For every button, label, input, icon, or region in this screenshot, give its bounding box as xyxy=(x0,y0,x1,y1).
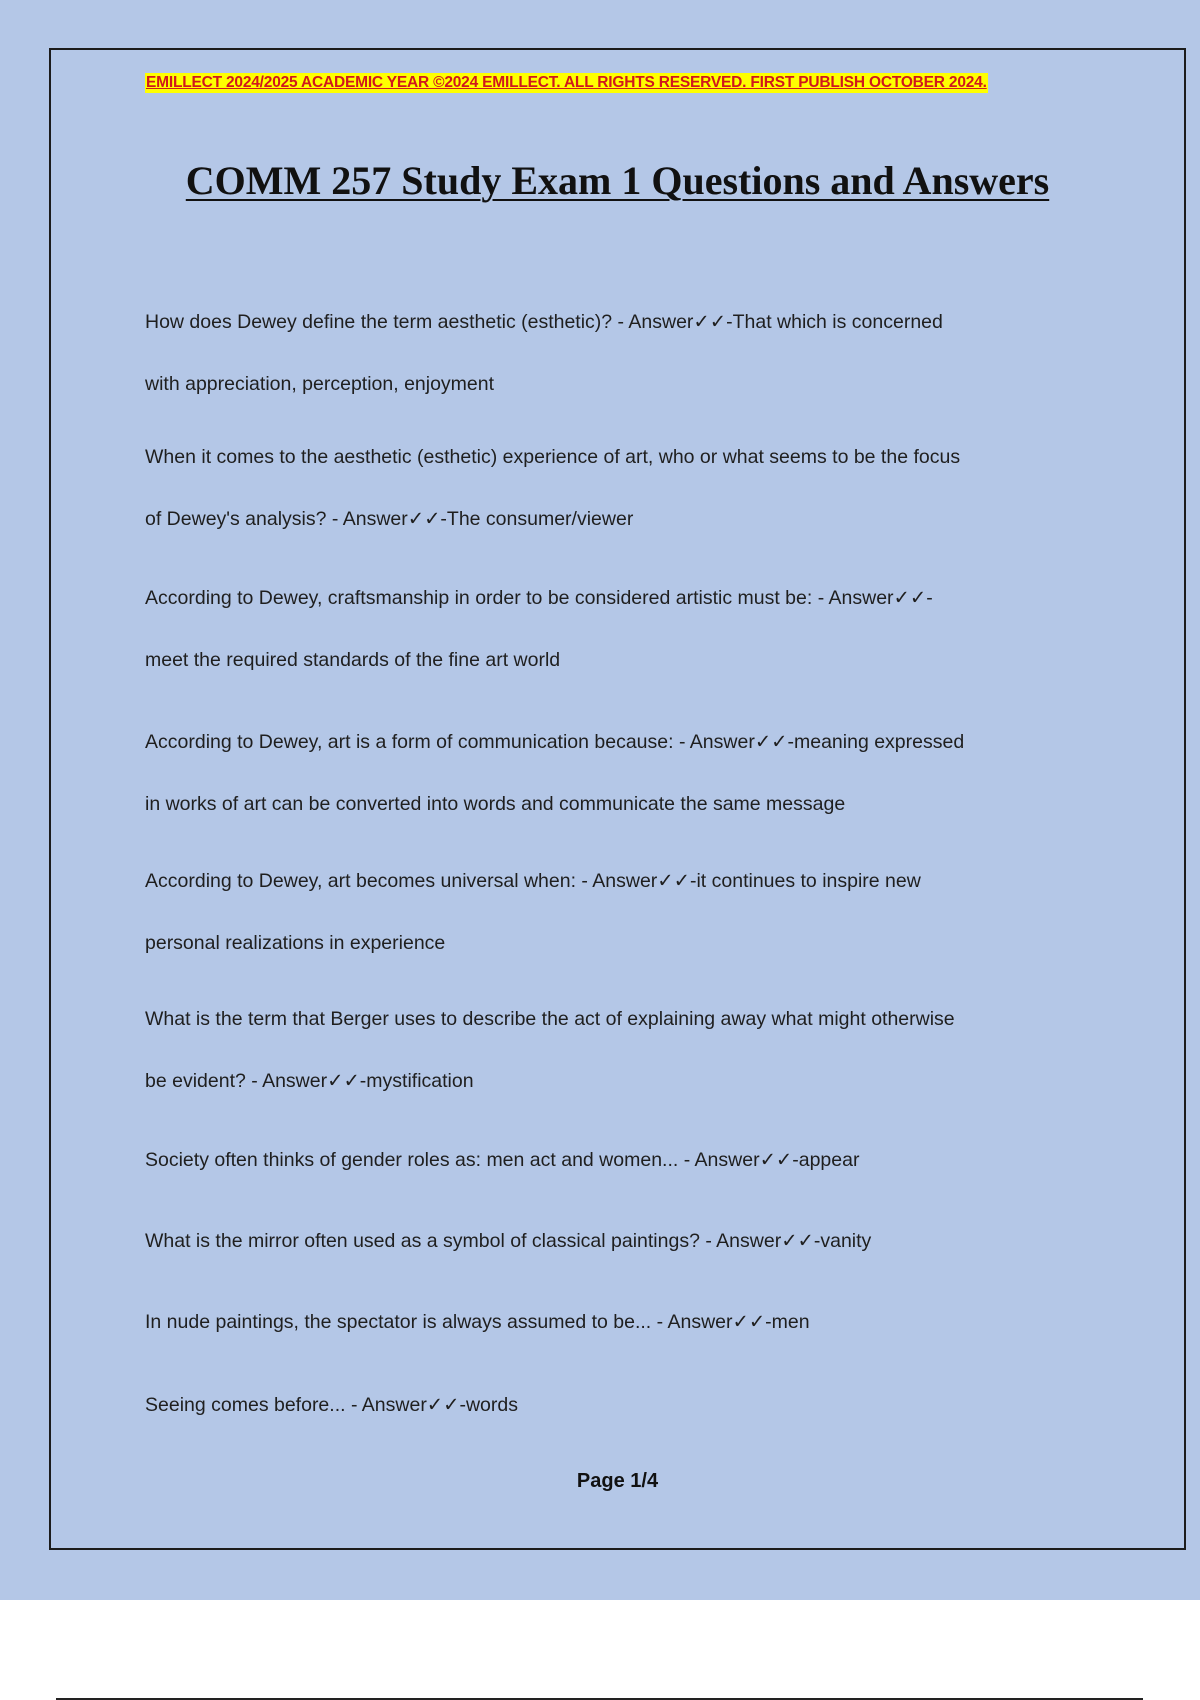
qa-item-9 xyxy=(145,1291,1090,1353)
document-title: COMM 257 Study Exam 1 Questions and Answers xyxy=(185,158,1050,203)
qa-line: When it comes to the aesthetic (esthetic) experience of art, who or what seems to be the focus xyxy=(145,446,961,468)
qa-line: How does Dewey define the term aesthetic (esthetic)? - Answer✓✓-That which is concerned xyxy=(145,311,943,333)
qa-line: Society often thinks of gender roles as: men act and women... - Answer✓✓-appear xyxy=(145,1149,860,1171)
qa-line: What is the mirror often used as a symbol of classical paintings? - Answer✓✓-vanity xyxy=(145,1230,872,1252)
qa-line: with appreciation, perception, enjoyment xyxy=(145,373,495,395)
qa-item-1 xyxy=(145,291,1090,415)
qa-item-3 xyxy=(145,567,1090,691)
qa-line: According to Dewey, art is a form of communication because: - Answer✓✓-meaning expressed xyxy=(145,731,965,753)
qa-item-4 xyxy=(145,711,1090,835)
qa-line: meet the required standards of the fine art world xyxy=(145,649,561,671)
page-number: Page 1/4 xyxy=(576,1470,659,1492)
qa-item-7 xyxy=(145,1129,1090,1191)
qa-line: According to Dewey, craftsmanship in order to be considered artistic must be: - Answer✓✓- xyxy=(145,587,933,609)
qa-line: personal realizations in experience xyxy=(145,932,446,954)
qa-line: In nude paintings, the spectator is always assumed to be... - Answer✓✓-men xyxy=(145,1311,810,1333)
qa-line: be evident? - Answer✓✓-mystification xyxy=(145,1070,474,1092)
qa-line: What is the term that Berger uses to describe the act of explaining away what might otherwise xyxy=(145,1008,955,1030)
qa-line: in works of art can be converted into words and communicate the same message xyxy=(145,793,846,815)
qa-line: According to Dewey, art becomes universal when: - Answer✓✓-it continues to inspire new xyxy=(145,870,921,892)
qa-line: of Dewey's analysis? - Answer✓✓-The consumer/viewer xyxy=(145,508,634,530)
qa-item-10 xyxy=(145,1374,1090,1436)
qa-item-5 xyxy=(145,850,1090,974)
qa-item-6 xyxy=(145,988,1090,1112)
qa-item-8 xyxy=(145,1210,1090,1272)
copyright-notice: EMILLECT 2024/2025 ACADEMIC YEAR ©2024 EMILLECT. ALL RIGHTS RESERVED. FIRST PUBLISH OCTOBER 2024. xyxy=(146,74,987,91)
qa-line: Seeing comes before... - Answer✓✓-words xyxy=(145,1394,518,1416)
qa-item-2 xyxy=(145,426,1090,550)
